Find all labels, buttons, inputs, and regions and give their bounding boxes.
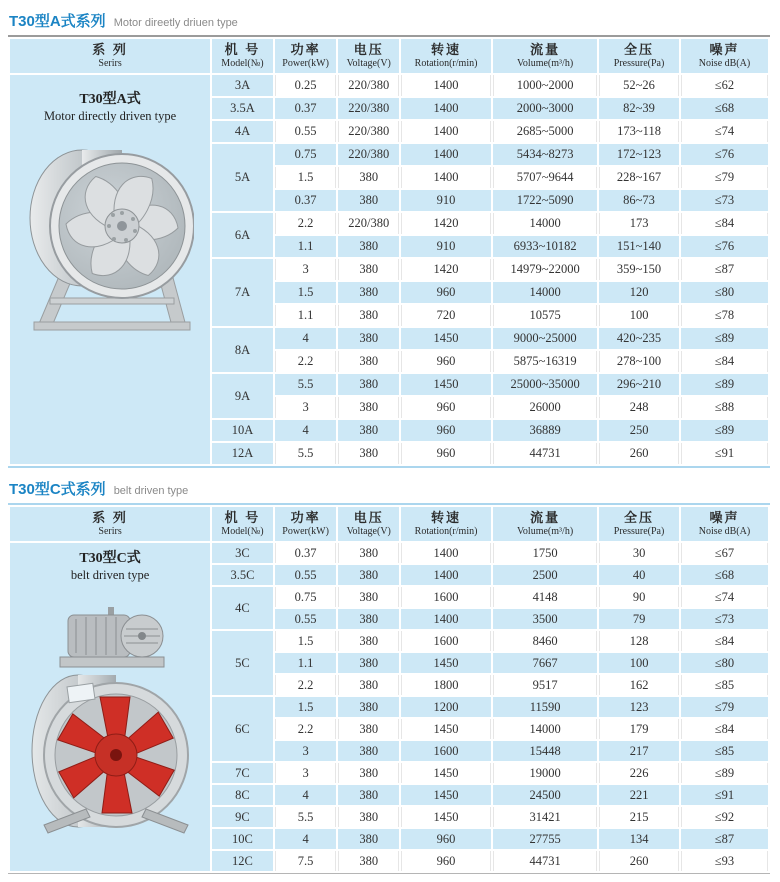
value-cell: 4 — [275, 829, 337, 849]
value-cell: 19000 — [493, 763, 597, 783]
belt-driven-fan-photo — [11, 593, 209, 849]
model-cell: 3A — [212, 75, 273, 96]
value-cell: 0.55 — [275, 121, 337, 142]
value-cell: 1450 — [401, 328, 491, 349]
value-cell: 27755 — [493, 829, 597, 849]
value-cell: ≤62 — [681, 75, 768, 96]
value-cell: 910 — [401, 190, 491, 211]
value-cell: 1400 — [401, 565, 491, 585]
value-cell: 380 — [338, 807, 399, 827]
value-cell: 5434~8273 — [493, 144, 597, 165]
section-a — [0, 10, 780, 468]
value-cell: 5.5 — [275, 374, 337, 395]
value-cell: 380 — [338, 190, 399, 211]
value-cell: ≤89 — [681, 328, 768, 349]
value-cell: 2.2 — [275, 213, 337, 234]
header-row — [10, 39, 768, 73]
value-cell: 172~123 — [599, 144, 679, 165]
value-cell: 2000~3000 — [493, 98, 597, 119]
value-cell: 134 — [599, 829, 679, 849]
spec-table-c — [8, 503, 770, 874]
value-cell: 1400 — [401, 121, 491, 142]
value-cell: 380 — [338, 653, 399, 673]
value-cell: 52~26 — [599, 75, 679, 96]
value-cell: 380 — [338, 259, 399, 280]
column-header-3: 电压 Voltage(V) — [338, 39, 399, 73]
column-header-1: 机 号 Model(№) — [212, 507, 273, 541]
value-cell: 910 — [401, 236, 491, 257]
value-cell: 1400 — [401, 167, 491, 188]
value-cell: ≤84 — [681, 351, 768, 372]
value-cell: 0.37 — [275, 98, 337, 119]
value-cell: 1420 — [401, 213, 491, 234]
value-cell: 0.55 — [275, 609, 337, 629]
value-cell: 11590 — [493, 697, 597, 717]
value-cell: 220/380 — [338, 144, 399, 165]
value-cell: ≤84 — [681, 631, 768, 651]
value-cell: ≤93 — [681, 851, 768, 871]
value-cell: 1400 — [401, 609, 491, 629]
value-cell: 1722~5090 — [493, 190, 597, 211]
value-cell: 3 — [275, 259, 337, 280]
value-cell: ≤78 — [681, 305, 768, 326]
column-header-7: 噪声 Noise dB(A) — [681, 507, 768, 541]
value-cell: 380 — [338, 741, 399, 761]
section-a-title-en: Motor direetly driuen type — [113, 17, 238, 29]
value-cell: ≤73 — [681, 609, 768, 629]
model-cell: 5C — [212, 631, 273, 695]
value-cell: ≤92 — [681, 807, 768, 827]
model-cell: 3C — [212, 543, 273, 563]
value-cell: 720 — [401, 305, 491, 326]
catalog-page — [0, 10, 780, 882]
value-cell: 380 — [338, 829, 399, 849]
value-cell: ≤80 — [681, 282, 768, 303]
value-cell: 25000~35000 — [493, 374, 597, 395]
value-cell: 1400 — [401, 98, 491, 119]
value-cell: 0.75 — [275, 144, 337, 165]
value-cell: 15448 — [493, 741, 597, 761]
value-cell: 40 — [599, 565, 679, 585]
value-cell: 2.2 — [275, 351, 337, 372]
value-cell: 380 — [338, 167, 399, 188]
value-cell: 24500 — [493, 785, 597, 805]
model-cell: 7A — [212, 259, 273, 326]
table-row — [10, 543, 768, 563]
model-cell: 4C — [212, 587, 273, 629]
value-cell: 14979~22000 — [493, 259, 597, 280]
column-header-0: 系 列 Serirs — [10, 39, 210, 73]
value-cell: 44731 — [493, 443, 597, 464]
axial-fan-photo — [11, 134, 209, 332]
value-cell: 36889 — [493, 420, 597, 441]
value-cell: 5875~16319 — [493, 351, 597, 372]
series-name: T30型A式 — [79, 92, 141, 107]
value-cell: 1.1 — [275, 236, 337, 257]
value-cell: 217 — [599, 741, 679, 761]
value-cell: 260 — [599, 443, 679, 464]
value-cell: ≤89 — [681, 374, 768, 395]
value-cell: ≤79 — [681, 167, 768, 188]
section-c-title-zh: T30型C式系列 — [9, 481, 106, 498]
value-cell: 86~73 — [599, 190, 679, 211]
column-header-7: 噪声 Noise dB(A) — [681, 39, 768, 73]
value-cell: 380 — [338, 697, 399, 717]
value-cell: 0.37 — [275, 190, 337, 211]
value-cell: 278~100 — [599, 351, 679, 372]
value-cell: ≤89 — [681, 420, 768, 441]
value-cell: 3 — [275, 397, 337, 418]
series-subtitle: belt driven type — [70, 568, 150, 582]
value-cell: 248 — [599, 397, 679, 418]
value-cell: ≤74 — [681, 587, 768, 607]
model-cell: 6A — [212, 213, 273, 257]
value-cell: 960 — [401, 829, 491, 849]
value-cell: 380 — [338, 543, 399, 563]
series-cell — [10, 543, 210, 871]
model-cell: 5A — [212, 144, 273, 211]
model-cell: 7C — [212, 763, 273, 783]
value-cell: 380 — [338, 328, 399, 349]
value-cell: 0.37 — [275, 543, 337, 563]
value-cell: 6933~10182 — [493, 236, 597, 257]
model-cell: 3.5A — [212, 98, 273, 119]
value-cell: 380 — [338, 282, 399, 303]
value-cell: 14000 — [493, 719, 597, 739]
column-header-2: 功率 Power(kW) — [275, 39, 337, 73]
value-cell: 3 — [275, 741, 337, 761]
model-cell: 9C — [212, 807, 273, 827]
value-cell: 380 — [338, 631, 399, 651]
value-cell: 7.5 — [275, 851, 337, 871]
value-cell: 359~150 — [599, 259, 679, 280]
value-cell: 960 — [401, 443, 491, 464]
value-cell: 380 — [338, 305, 399, 326]
value-cell: 1450 — [401, 653, 491, 673]
value-cell: ≤85 — [681, 741, 768, 761]
series-name: T30型C式 — [79, 551, 141, 566]
column-header-6: 全压 Pressure(Pa) — [599, 39, 679, 73]
value-cell: 1450 — [401, 374, 491, 395]
value-cell: 14000 — [493, 282, 597, 303]
value-cell: 1.5 — [275, 631, 337, 651]
value-cell: 0.75 — [275, 587, 337, 607]
column-header-6: 全压 Pressure(Pa) — [599, 507, 679, 541]
value-cell: 220/380 — [338, 121, 399, 142]
value-cell: 380 — [338, 763, 399, 783]
value-cell: 162 — [599, 675, 679, 695]
value-cell: 380 — [338, 351, 399, 372]
value-cell: 0.25 — [275, 75, 337, 96]
value-cell: 960 — [401, 851, 491, 871]
value-cell: 5707~9644 — [493, 167, 597, 188]
value-cell: 380 — [338, 443, 399, 464]
value-cell: ≤73 — [681, 190, 768, 211]
table-row — [10, 75, 768, 96]
value-cell: 380 — [338, 397, 399, 418]
value-cell: 26000 — [493, 397, 597, 418]
spec-table-a — [8, 35, 770, 468]
value-cell: 4 — [275, 420, 337, 441]
value-cell: ≤76 — [681, 236, 768, 257]
value-cell: 2685~5000 — [493, 121, 597, 142]
value-cell: 3500 — [493, 609, 597, 629]
column-header-3: 电压 Voltage(V) — [338, 507, 399, 541]
value-cell: 1.5 — [275, 167, 337, 188]
value-cell: 1.5 — [275, 282, 337, 303]
model-cell: 9A — [212, 374, 273, 418]
model-cell: 4A — [212, 121, 273, 142]
column-header-5: 流量 Volume(m³/h) — [493, 39, 597, 73]
value-cell: 123 — [599, 697, 679, 717]
value-cell: ≤88 — [681, 397, 768, 418]
value-cell: ≤80 — [681, 653, 768, 673]
value-cell: ≤76 — [681, 144, 768, 165]
model-cell: 8C — [212, 785, 273, 805]
value-cell: 9517 — [493, 675, 597, 695]
value-cell: ≤84 — [681, 719, 768, 739]
column-header-4: 转速 Rotation(r/min) — [401, 507, 491, 541]
value-cell: 4 — [275, 785, 337, 805]
section-c-title — [9, 478, 780, 499]
value-cell: 120 — [599, 282, 679, 303]
value-cell: 250 — [599, 420, 679, 441]
value-cell: 1420 — [401, 259, 491, 280]
value-cell: ≤74 — [681, 121, 768, 142]
value-cell: 380 — [338, 675, 399, 695]
value-cell: 1400 — [401, 144, 491, 165]
value-cell: 100 — [599, 305, 679, 326]
value-cell: 1200 — [401, 697, 491, 717]
model-cell: 12A — [212, 443, 273, 464]
value-cell: 420~235 — [599, 328, 679, 349]
model-cell: 10C — [212, 829, 273, 849]
column-header-1: 机 号 Model(№) — [212, 39, 273, 73]
value-cell: 4148 — [493, 587, 597, 607]
value-cell: 100 — [599, 653, 679, 673]
value-cell: 44731 — [493, 851, 597, 871]
value-cell: 179 — [599, 719, 679, 739]
column-header-4: 转速 Rotation(r/min) — [401, 39, 491, 73]
column-header-0: 系 列 Serirs — [10, 507, 210, 541]
value-cell: 82~39 — [599, 98, 679, 119]
value-cell: 1800 — [401, 675, 491, 695]
value-cell: 90 — [599, 587, 679, 607]
value-cell: 226 — [599, 763, 679, 783]
value-cell: 2500 — [493, 565, 597, 585]
value-cell: 10575 — [493, 305, 597, 326]
value-cell: 2.2 — [275, 719, 337, 739]
value-cell: 1.1 — [275, 305, 337, 326]
model-cell: 8A — [212, 328, 273, 372]
value-cell: 380 — [338, 785, 399, 805]
value-cell: ≤67 — [681, 543, 768, 563]
value-cell: 4 — [275, 328, 337, 349]
value-cell: 380 — [338, 565, 399, 585]
value-cell: 380 — [338, 719, 399, 739]
value-cell: 128 — [599, 631, 679, 651]
value-cell: ≤68 — [681, 565, 768, 585]
value-cell: 380 — [338, 374, 399, 395]
value-cell: 1450 — [401, 719, 491, 739]
value-cell: 1.5 — [275, 697, 337, 717]
value-cell: 1450 — [401, 807, 491, 827]
section-c — [0, 478, 780, 874]
value-cell: 1450 — [401, 785, 491, 805]
value-cell: ≤68 — [681, 98, 768, 119]
value-cell: 380 — [338, 851, 399, 871]
value-cell: ≤79 — [681, 697, 768, 717]
model-cell: 12C — [212, 851, 273, 871]
value-cell: ≤87 — [681, 829, 768, 849]
value-cell: 380 — [338, 609, 399, 629]
value-cell: 30 — [599, 543, 679, 563]
value-cell: 9000~25000 — [493, 328, 597, 349]
model-cell: 10A — [212, 420, 273, 441]
value-cell: 380 — [338, 236, 399, 257]
value-cell: 151~140 — [599, 236, 679, 257]
value-cell: 1450 — [401, 763, 491, 783]
value-cell: ≤85 — [681, 675, 768, 695]
series-subtitle: Motor directly driven type — [43, 109, 177, 123]
value-cell: 5.5 — [275, 807, 337, 827]
value-cell: 3 — [275, 763, 337, 783]
value-cell: 7667 — [493, 653, 597, 673]
header-row — [10, 507, 768, 541]
column-header-5: 流量 Volume(m³/h) — [493, 507, 597, 541]
value-cell: 215 — [599, 807, 679, 827]
value-cell: 14000 — [493, 213, 597, 234]
value-cell: 960 — [401, 397, 491, 418]
value-cell: ≤91 — [681, 443, 768, 464]
value-cell: 220/380 — [338, 75, 399, 96]
value-cell: 1600 — [401, 631, 491, 651]
value-cell: 296~210 — [599, 374, 679, 395]
value-cell: 0.55 — [275, 565, 337, 585]
value-cell: 228~167 — [599, 167, 679, 188]
value-cell: ≤84 — [681, 213, 768, 234]
model-cell: 6C — [212, 697, 273, 761]
value-cell: 960 — [401, 420, 491, 441]
value-cell: 221 — [599, 785, 679, 805]
value-cell: 1.1 — [275, 653, 337, 673]
series-cell — [10, 75, 210, 464]
value-cell: 380 — [338, 587, 399, 607]
model-cell: 3.5C — [212, 565, 273, 585]
value-cell: 1600 — [401, 741, 491, 761]
value-cell: 1000~2000 — [493, 75, 597, 96]
section-a-title-zh: T30型A式系列 — [9, 13, 106, 30]
value-cell: 1600 — [401, 587, 491, 607]
value-cell: 960 — [401, 351, 491, 372]
section-a-title — [9, 10, 780, 31]
value-cell: 79 — [599, 609, 679, 629]
value-cell: ≤91 — [681, 785, 768, 805]
value-cell: ≤89 — [681, 763, 768, 783]
value-cell: 960 — [401, 282, 491, 303]
value-cell: 8460 — [493, 631, 597, 651]
value-cell: 173 — [599, 213, 679, 234]
column-header-2: 功率 Power(kW) — [275, 507, 337, 541]
value-cell: 220/380 — [338, 98, 399, 119]
section-c-title-en: belt driven type — [113, 485, 189, 497]
value-cell: 220/380 — [338, 213, 399, 234]
value-cell: 260 — [599, 851, 679, 871]
value-cell: 1750 — [493, 543, 597, 563]
value-cell: 380 — [338, 420, 399, 441]
value-cell: 173~118 — [599, 121, 679, 142]
value-cell: 31421 — [493, 807, 597, 827]
value-cell: ≤87 — [681, 259, 768, 280]
value-cell: 5.5 — [275, 443, 337, 464]
value-cell: 1400 — [401, 543, 491, 563]
value-cell: 2.2 — [275, 675, 337, 695]
value-cell: 1400 — [401, 75, 491, 96]
